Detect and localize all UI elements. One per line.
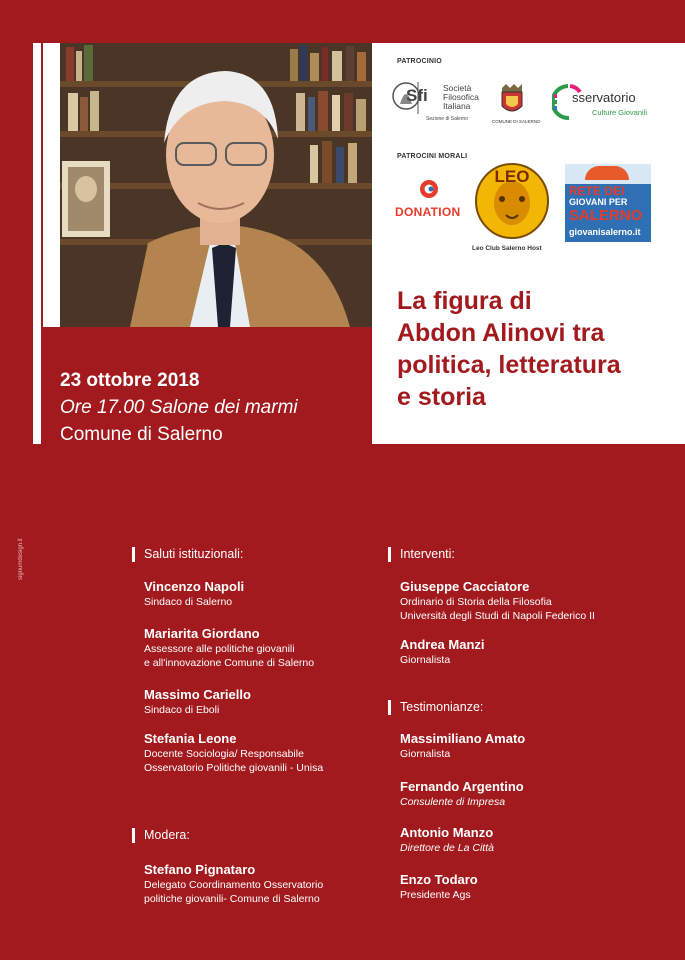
- speaker-entry: [400, 731, 525, 761]
- comune-caption: COMUNE DI SALERNO: [492, 119, 541, 124]
- speaker-name: Stefania Leone: [144, 731, 237, 746]
- speaker-role-2: e all'innovazione Comune di Salerno: [144, 657, 315, 669]
- title-line-2: Abdon Alinovi tra: [397, 319, 605, 347]
- saluti-heading: Saluti istituzionali:: [132, 547, 243, 562]
- design-credit: signumdesign.it: [18, 538, 24, 580]
- speaker-name: Andrea Manzi: [400, 637, 485, 652]
- speaker-role: Sindaco di Eboli: [144, 704, 220, 716]
- speaker-role: Docente Sociologia/ Responsabile: [144, 748, 304, 760]
- rete-giovani-logo: [565, 164, 651, 242]
- leo-club-logo: [466, 163, 558, 255]
- event-date: 23 ottobre 2018: [60, 370, 200, 391]
- event-title: [397, 285, 677, 413]
- speaker-name: Antonio Manzo: [400, 825, 494, 840]
- moderator-role-2: politiche giovanili- Comune di Salerno: [144, 893, 320, 905]
- testimonianze-heading-block: [400, 700, 483, 715]
- speaker-name: Massimo Cariello: [144, 687, 251, 702]
- event-time: Ore 17.00 Salone dei marmi: [60, 397, 298, 418]
- donation-text: DONATION: [395, 205, 461, 219]
- rete-line3: SALERNO: [569, 207, 643, 224]
- speaker-name: Massimiliano Amato: [400, 731, 526, 746]
- modera-heading: Modera:: [132, 828, 190, 843]
- patrocini-morali-label: PATROCINI MORALI: [397, 153, 468, 160]
- testimonianze-heading: Testimonianze:: [388, 700, 483, 715]
- donation-logo: [393, 178, 465, 224]
- speaker-name: Fernando Argentino: [400, 779, 524, 794]
- speaker-name: Giuseppe Cacciatore: [400, 579, 530, 594]
- speaker-name: Enzo Todaro: [400, 872, 478, 887]
- speaker-entry: [144, 687, 251, 717]
- osservatorio-name: sservatorio: [572, 90, 636, 105]
- moderator-entry: [144, 862, 323, 906]
- speaker-role: Consulente di Impresa: [400, 796, 506, 808]
- speaker-role: Ordinario di Storia della Filosofia: [400, 596, 552, 608]
- speaker-entry: [400, 779, 524, 809]
- title-line-1: La figura di: [397, 287, 532, 315]
- speaker-role-2: Osservatorio Politiche giovanili - Unisa: [144, 762, 324, 774]
- title-line-3: politica, letteratura: [397, 351, 621, 379]
- sfi-sub: Sezione di Salerno: [426, 116, 468, 122]
- speaker-entry: [144, 579, 244, 609]
- speaker-role-2: Università degli Studi di Napoli Federico II: [400, 610, 595, 622]
- speaker-role: Giornalista: [400, 748, 451, 760]
- speaker-entry: [400, 825, 494, 855]
- event-place: Comune di Salerno: [60, 424, 223, 445]
- moderator-role: Delegato Coordinamento Osservatorio: [144, 879, 324, 891]
- sfi-abbr: Sfi: [406, 86, 428, 105]
- sfi-line3: Italiana: [443, 101, 471, 111]
- speaker-name: Mariarita Giordano: [144, 626, 260, 641]
- osservatorio-logo: [552, 80, 652, 124]
- sfi-logo: [390, 70, 486, 128]
- speaker-entry: [400, 637, 485, 667]
- speaker-role: Assessore alle politiche giovanili: [144, 643, 295, 655]
- left-accent-bar: [33, 43, 41, 444]
- comune-salerno-logo: [492, 82, 541, 128]
- leo-emblem: LEO: [494, 167, 530, 186]
- speaker-entry: [144, 626, 314, 670]
- leo-caption: Leo Club Salerno Host: [472, 245, 542, 252]
- sfi-line2: Filosofica: [443, 92, 479, 102]
- osservatorio-sub: Culture Giovanili: [592, 108, 648, 117]
- sfi-line1: Società: [443, 83, 472, 93]
- title-line-4: e storia: [397, 383, 486, 411]
- speaker-entry: [400, 579, 595, 623]
- speaker-role: Sindaco di Salerno: [144, 596, 233, 608]
- speaker-role: Giornalista: [400, 654, 451, 666]
- saluti-heading-block: [144, 547, 243, 562]
- rete-line2: GIOVANI PER: [569, 197, 628, 207]
- interventi-heading: Interventi:: [388, 547, 455, 562]
- rete-url: giovanisalerno.it: [569, 227, 641, 237]
- moderator-name: Stefano Pignataro: [144, 862, 256, 877]
- speaker-role: Direttore de La Città: [400, 842, 494, 854]
- portrait-photo: [60, 43, 372, 327]
- speaker-name: Vincenzo Napoli: [144, 579, 245, 594]
- speaker-role: Presidente Ags: [400, 889, 471, 901]
- modera-heading-block: [144, 828, 190, 843]
- rete-line1: RETE DEI: [569, 184, 625, 198]
- speaker-entry: [400, 872, 478, 902]
- interventi-heading-block: [400, 547, 455, 562]
- speaker-entry: [144, 731, 323, 775]
- patrocinio-label: PATROCINIO: [397, 58, 442, 65]
